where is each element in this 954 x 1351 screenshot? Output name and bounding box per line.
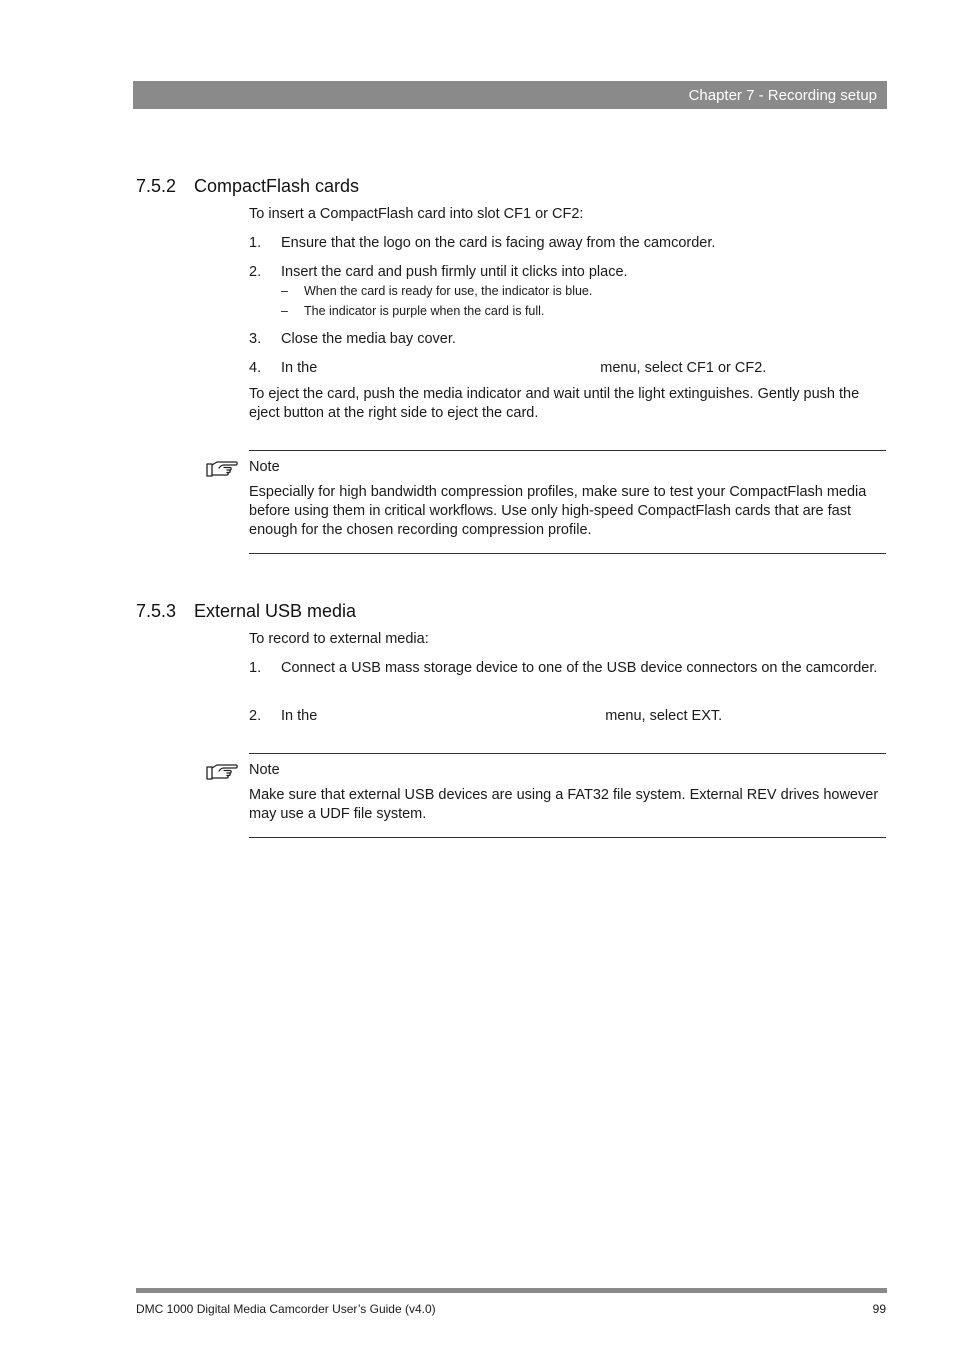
note-label: Note [249,762,280,778]
section-heading-752 [136,176,359,197]
note-label: Note [249,459,280,475]
step-text-end: menu, select CF1 or CF2. [600,360,767,376]
section-heading-753 [136,601,356,622]
step-number: 1. [249,660,262,676]
pointing-hand-icon [205,459,239,479]
step-number: 1. [249,235,262,251]
note-text: Especially for high bandwidth compression profiles, make sure to test your CompactFlash media before using them in critical workflows. Use only high-speed CompactFlash cards that are fast enough for the chosen recording compression profile. [249,484,867,538]
section-intro: To insert a CompactFlash card into slot CF1 or CF2: [249,206,584,222]
chapter-title: Chapter 7 - Recording setup [688,86,877,104]
step-number: 2. [249,708,262,724]
dash-bullet: – [281,304,288,318]
page-number: 99 [872,1302,886,1316]
note-bottom-rule [249,553,886,554]
sub-item-text: The indicator is purple when the card is full. [304,304,545,318]
dash-bullet: – [281,284,288,298]
section-number: 7.5.2 [136,176,177,196]
chapter-header-bar [133,81,887,109]
section-title: CompactFlash cards [194,176,360,196]
step-text-start: In the [281,708,318,724]
step-text [281,707,881,726]
step-text: Insert the card and push firmly until it clicks into place. [281,264,628,280]
step-text-end: menu, select EXT. [605,708,723,724]
section-number: 7.5.3 [136,601,177,621]
footer-bar [136,1288,887,1293]
footer-title: DMC 1000 Digital Media Camcorder User’s Guide (v4.0) [136,1302,436,1316]
step-text: Ensure that the logo on the card is facing away from the camcorder. [281,235,716,251]
section-title: External USB media [194,601,357,621]
note-text: Make sure that external USB devices are using a FAT32 file system. External REV drives however may use a UDF file system. [249,787,879,822]
step-number: 4. [249,360,262,376]
step-number: 3. [249,331,262,347]
eject-paragraph: To eject the card, push the media indicator and wait until the light extinguishes. Gently push the eject button at the right side to eject the card. [249,386,860,421]
step-text [281,359,881,378]
step-text-start: In the [281,360,318,376]
step-text: Close the media bay cover. [281,331,456,347]
step-number: 2. [249,264,262,280]
note-bottom-rule [249,837,886,838]
pointing-hand-icon [205,762,239,782]
sub-item-text: When the card is ready for use, the indicator is blue. [304,284,593,298]
step-text: Connect a USB mass storage device to one of the USB device connectors on the camcorder. [281,660,878,676]
section-intro: To record to external media: [249,631,429,647]
note-top-rule [249,450,886,451]
note-top-rule [249,753,886,754]
